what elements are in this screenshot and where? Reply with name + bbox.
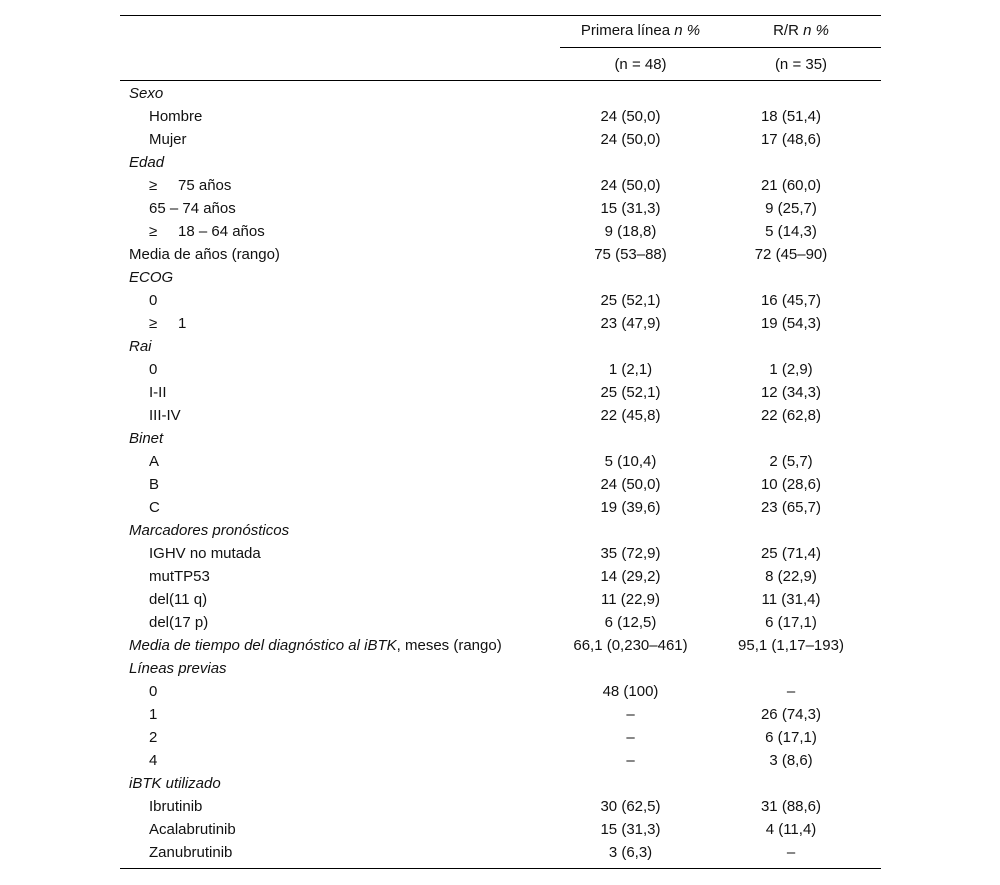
row-label-text: Rai [129,338,152,355]
table-row [120,381,881,404]
table-row [120,404,881,427]
row-label [129,243,280,266]
cell-rr: 4 (11,4) [765,821,817,838]
row-label [149,726,157,749]
cell-rr: 18 (51,4) [760,108,822,125]
table-row [120,128,881,151]
row-label [149,220,265,243]
table-body [120,82,881,864]
cell-primera-linea: 24 (50,0) [600,108,661,125]
cell-rr: 25 (71,4) [760,545,822,562]
table-top-rule [120,15,881,16]
cell-rr: 21 (60,0) [760,177,822,194]
cell-rr: 3 (8,6) [769,752,813,769]
table-row [120,243,881,266]
row-label-text: 1 [149,706,158,723]
cell-primera-linea: 66,1 (0,230–461) [573,637,688,654]
table-row [120,795,881,818]
column-n-primera-linea: (n = 48) [614,56,667,73]
table-row [120,427,881,450]
cell-rr: 95,1 (1,17–193) [738,637,844,654]
cell-primera-linea: 35 (72,9) [600,545,661,562]
table-row [120,358,881,381]
row-label-text: 0 [149,292,158,309]
cell-rr: 11 (31,4) [761,591,821,608]
cell-primera-linea: 14 (29,2) [600,568,661,585]
table-row [120,703,881,726]
cell-primera-linea: 22 (45,8) [600,407,661,424]
row-label [129,634,502,657]
row-label [129,427,163,450]
header-bottom-rule [120,80,881,81]
row-label-text: Ibrutinib [149,798,203,815]
table-row [120,611,881,634]
row-label-text: A [149,453,160,470]
row-label [149,289,157,312]
cell-primera-linea: 19 (39,6) [600,499,661,516]
table-row [120,197,881,220]
row-label-text: 2 [149,729,158,746]
cell-rr: 23 (65,7) [760,499,822,516]
cell-rr: 19 (54,3) [760,315,822,332]
table-row [120,335,881,358]
row-label-text: I-II [149,384,167,401]
table-row [120,174,881,197]
cell-primera-linea: 15 (31,3) [600,821,661,838]
cell-rr: 72 (45–90) [754,246,828,263]
cell-rr: 1 (2,9) [769,361,813,378]
table-bottom-rule [120,868,881,869]
row-label-text: 18 – 64 años [178,223,265,240]
cell-primera-linea: 23 (47,9) [600,315,661,332]
row-label-text: C [149,499,160,516]
table-row [120,818,881,841]
row-label [149,703,157,726]
row-label [149,174,231,197]
row-label-text: IGHV no mutada [149,545,261,562]
cell-rr: 5 (14,3) [765,223,817,240]
cell-primera-linea: 24 (50,0) [600,131,661,148]
row-label [149,795,202,818]
table-row [120,289,881,312]
cell-rr: – [786,844,796,861]
column-header-rr: R/R n % [773,22,829,39]
cell-primera-linea: 6 (12,5) [604,614,657,631]
cell-rr: 8 (22,9) [765,568,817,585]
row-label [129,772,221,795]
table-row [120,450,881,473]
cell-primera-linea: – [626,706,635,723]
cell-rr: 2 (5,7) [769,453,813,470]
cell-rr: 12 (34,3) [760,384,822,401]
cell-rr: 26 (74,3) [760,706,822,723]
row-label [149,381,167,404]
row-label-text: Zanubrutinib [149,844,233,861]
row-label-text: Media de tiempo del diagnóstico al iBTK [129,637,397,654]
cell-primera-linea: 11 (22,9) [601,591,660,608]
row-label [149,818,236,841]
row-label-text: 4 [149,752,158,769]
geq-symbol: ≥ [149,177,158,194]
table-row [120,588,881,611]
cell-primera-linea: 5 (10,4) [604,453,657,470]
row-label-text: del(11 q) [149,591,208,608]
cell-rr: 9 (25,7) [765,200,817,217]
cell-rr: 31 (88,6) [760,798,822,815]
cell-primera-linea: 24 (50,0) [600,476,661,493]
row-label-text: B [149,476,160,493]
row-label [149,105,202,128]
row-label [149,450,159,473]
column-n-rr: (n = 35) [774,56,828,73]
row-label-text: 0 [149,683,158,700]
row-label-suffix: , meses (rango) [396,637,502,654]
row-label [129,151,164,174]
row-label-text: Hombre [149,108,203,125]
cell-primera-linea: 1 (2,1) [608,361,653,378]
row-label [129,82,163,105]
row-label-text: Acalabrutinib [149,821,236,838]
geq-symbol: ≥ [149,315,158,332]
row-label-text: mutTP53 [149,568,210,585]
cell-primera-linea: 15 (31,3) [600,200,661,217]
cell-primera-linea: 30 (62,5) [600,798,661,815]
row-label [149,496,160,519]
cell-primera-linea: 48 (100) [602,683,659,700]
column-header-primera-linea: Primera línea n % [580,22,701,39]
row-label-text: 65 – 74 años [149,200,236,217]
cell-primera-linea: 25 (52,1) [600,292,661,309]
row-label [149,358,157,381]
table-row [120,151,881,174]
row-label [149,404,181,427]
cell-primera-linea: – [626,752,635,769]
row-label-text: Marcadores pronósticos [129,522,290,539]
row-label-text: iBTK utilizado [129,775,221,792]
row-label [149,588,207,611]
row-label-text: Binet [129,430,164,447]
table-row [120,220,881,243]
table-row [120,634,881,657]
row-label [149,542,261,565]
cell-rr: 6 (17,1) [765,614,817,631]
table-row [120,82,881,105]
table-row [120,519,881,542]
row-label-text: ECOG [129,269,174,286]
table-row [120,473,881,496]
table-row [120,266,881,289]
row-label [129,657,227,680]
cell-rr: 17 (48,6) [760,131,822,148]
row-label [149,565,210,588]
cell-primera-linea: 25 (52,1) [600,384,661,401]
table-row [120,657,881,680]
table-row [120,105,881,128]
cell-rr: 10 (28,6) [760,476,822,493]
table-row [120,749,881,772]
row-label [129,519,289,542]
cell-primera-linea: 75 (53–88) [594,246,667,263]
row-label [149,312,186,335]
cell-rr: 16 (45,7) [760,292,822,309]
row-label-text: Edad [129,154,165,171]
table-row [120,772,881,795]
row-label [149,680,157,703]
cell-primera-linea: 3 (6,3) [608,844,653,861]
row-label [149,473,159,496]
table-row [120,542,881,565]
cell-rr: – [786,683,796,700]
row-label-text: del(17 p) [149,614,209,631]
row-label-text: III-IV [149,407,181,424]
cell-primera-linea: 24 (50,0) [600,177,661,194]
table-row [120,680,881,703]
row-label [129,335,152,358]
table-row [120,726,881,749]
row-label-text: Mujer [149,131,187,148]
header-mid-rule [560,47,881,48]
row-label [149,841,232,864]
cell-primera-linea: – [626,729,635,746]
row-label-text: Sexo [129,85,164,102]
cell-primera-linea: 9 (18,8) [604,223,657,240]
table-row [120,312,881,335]
row-label-text: 0 [149,361,158,378]
row-label [149,128,187,151]
row-label [149,611,208,634]
row-label [149,197,236,220]
row-label [149,749,157,772]
row-label-text: 1 [178,315,187,332]
cell-rr: 6 (17,1) [765,729,817,746]
row-label-text: Media de años (rango) [129,246,280,263]
table-row [120,841,881,864]
table-row [120,565,881,588]
geq-symbol: ≥ [149,223,158,240]
cell-rr: 22 (62,8) [760,407,822,424]
row-label-text: 75 años [178,177,232,194]
row-label-text: Líneas previas [129,660,227,677]
table-row [120,496,881,519]
row-label [129,266,173,289]
